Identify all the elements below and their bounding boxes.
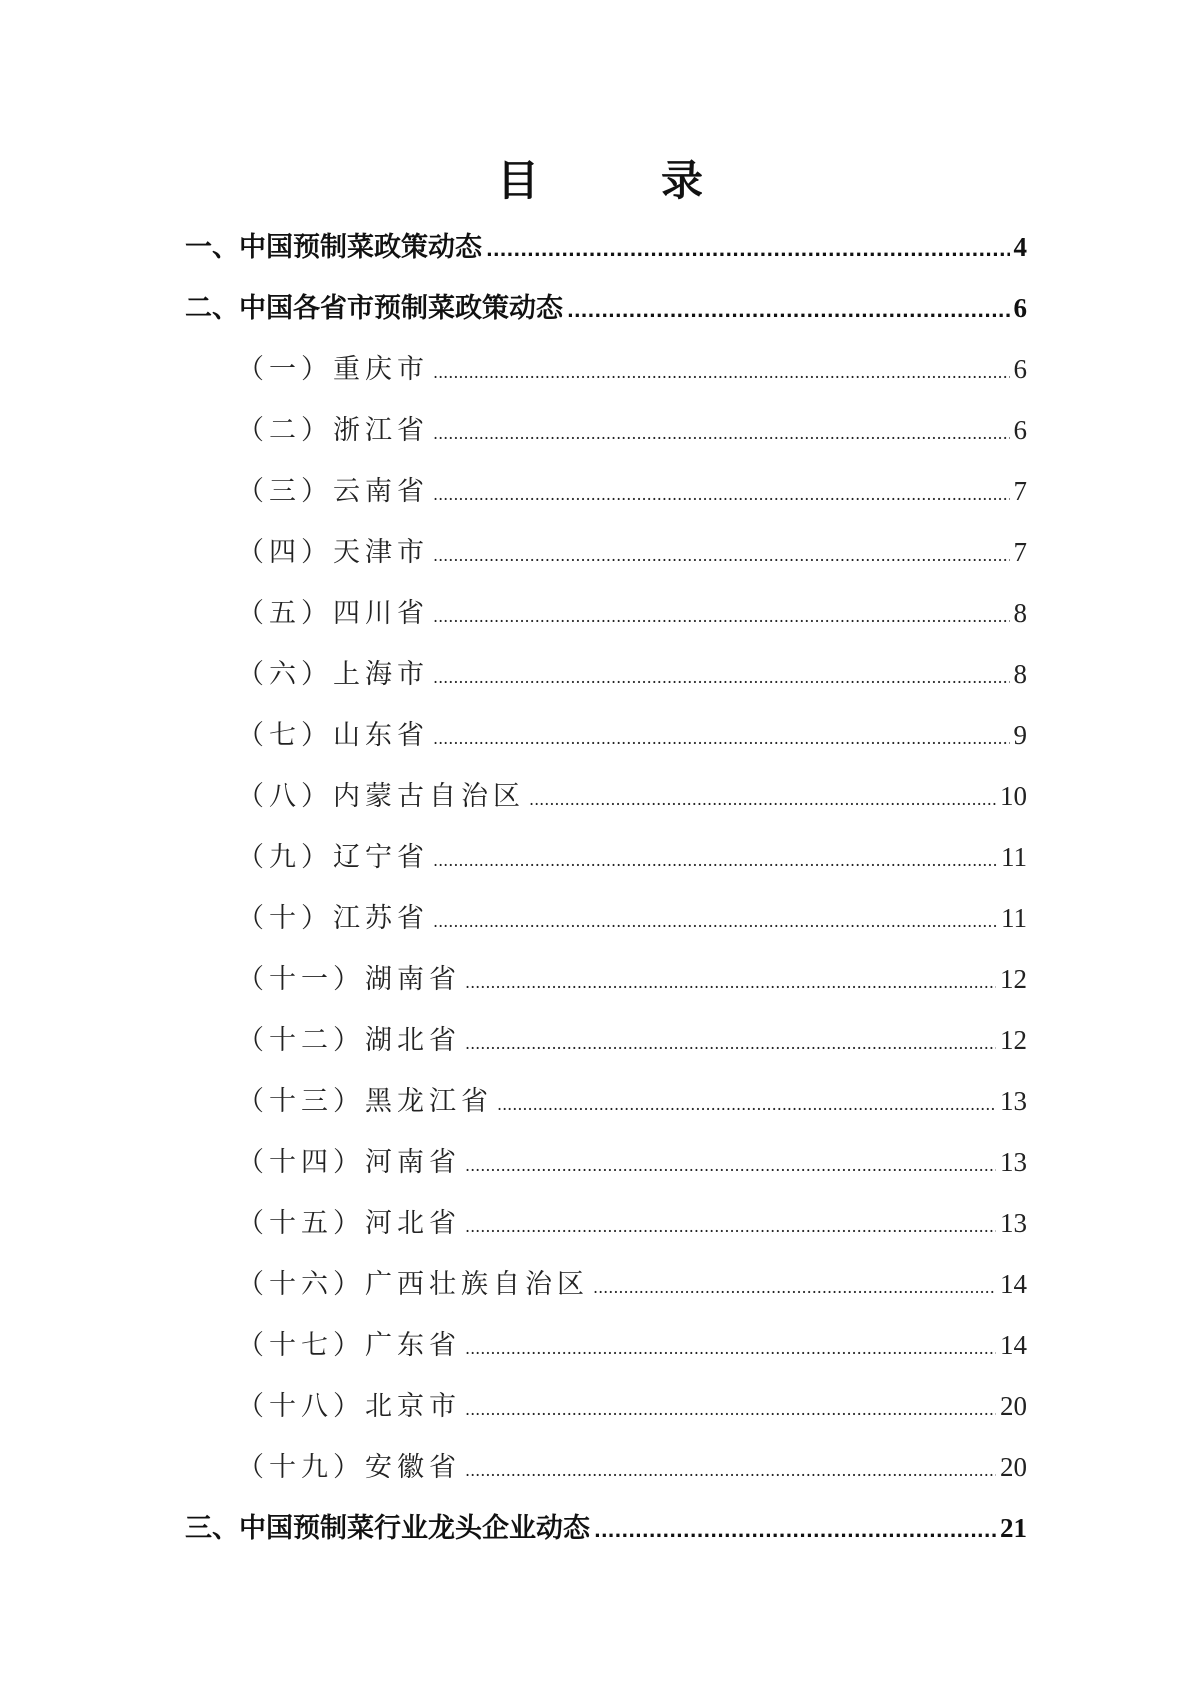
toc-page-number: 7 [1013, 476, 1027, 506]
dot-leader [433, 464, 1010, 525]
toc-page-number: 8 [1013, 659, 1027, 689]
toc-entry-label: （四）天津市 [237, 537, 429, 568]
dot-leader [465, 952, 996, 1013]
toc-subsection-entry[interactable] [185, 461, 1027, 522]
toc-subsection-entry[interactable] [185, 888, 1027, 949]
dot-leader [529, 769, 996, 830]
toc-entry-label: （二）浙江省 [237, 415, 429, 446]
toc-section-entry[interactable] [185, 278, 1027, 339]
dot-leader [433, 647, 1010, 708]
toc-page-number: 10 [1000, 781, 1027, 811]
dot-leader [433, 525, 1010, 586]
toc-entry-label: （十五）河北省 [237, 1208, 461, 1239]
toc-subsection-entry[interactable] [185, 949, 1027, 1010]
toc-subsection-entry[interactable] [185, 644, 1027, 705]
toc-entry-label: （八）内蒙古自治区 [237, 781, 525, 812]
dot-leader [465, 1013, 996, 1074]
toc-subsection-entry[interactable] [185, 522, 1027, 583]
toc-subsection-entry[interactable] [185, 705, 1027, 766]
toc-subsection-entry[interactable] [185, 1193, 1027, 1254]
dot-leader [465, 1318, 996, 1379]
toc-entry-label: （十八）北京市 [237, 1391, 461, 1422]
toc-entry-label: （十六）广西壮族自治区 [237, 1269, 589, 1300]
toc-subsection-entry[interactable] [185, 1376, 1027, 1437]
toc-page-number: 12 [1000, 1025, 1027, 1055]
toc-section-entry[interactable] [185, 217, 1027, 278]
dot-leader [497, 1074, 996, 1135]
toc-page-number: 14 [1000, 1269, 1027, 1299]
toc-page-number: 8 [1013, 598, 1027, 628]
toc-page-number: 12 [1000, 964, 1027, 994]
toc-subsection-entry[interactable] [185, 1132, 1027, 1193]
toc-entry-label: （十三）黑龙江省 [237, 1086, 493, 1117]
toc-entry-label: （五）四川省 [237, 598, 429, 629]
toc-entry-label: （十二）湖北省 [237, 1025, 461, 1056]
toc-page-number: 13 [1000, 1086, 1027, 1116]
dot-leader [433, 586, 1010, 647]
toc-entry-label: 二、中国各省市预制菜政策动态 [185, 293, 563, 324]
dot-leader [433, 403, 1010, 464]
toc-page-number: 21 [1000, 1513, 1027, 1543]
toc-subsection-entry[interactable] [185, 583, 1027, 644]
dot-leader [433, 891, 997, 952]
toc-page-number: 6 [1013, 354, 1027, 384]
toc-page-number: 11 [1001, 903, 1027, 933]
toc-subsection-entry[interactable] [185, 827, 1027, 888]
toc-page-number: 7 [1013, 537, 1027, 567]
dot-leader [465, 1379, 996, 1440]
toc-page-number: 20 [1000, 1452, 1027, 1482]
dot-leader [433, 708, 1010, 769]
toc-entry-label: （十四）河南省 [237, 1147, 461, 1178]
toc-subsection-entry[interactable] [185, 400, 1027, 461]
toc-entry-label: （十九）安徽省 [237, 1452, 461, 1483]
dot-leader [433, 342, 1010, 403]
dot-leader [594, 1501, 996, 1562]
toc-subsection-entry[interactable] [185, 339, 1027, 400]
toc-page-number: 20 [1000, 1391, 1027, 1421]
toc-entry-label: （十一）湖南省 [237, 964, 461, 995]
toc-entry-label: （十七）广东省 [237, 1330, 461, 1361]
toc-page-number: 6 [1013, 293, 1027, 323]
toc-entry-label: （九）辽宁省 [237, 842, 429, 873]
toc-page-number: 13 [1000, 1208, 1027, 1238]
toc-entry-label: （六）上海市 [237, 659, 429, 690]
toc-page-number: 14 [1000, 1330, 1027, 1360]
toc-subsection-entry[interactable] [185, 1315, 1027, 1376]
toc-subsection-entry[interactable] [185, 1071, 1027, 1132]
toc-subsection-entry[interactable] [185, 1437, 1027, 1498]
toc-title: 目 录 [496, 156, 743, 205]
toc-entry-label: 一、中国预制菜政策动态 [185, 232, 482, 263]
toc-page-number: 11 [1001, 842, 1027, 872]
table-of-contents [185, 217, 1027, 1559]
toc-subsection-entry[interactable] [185, 766, 1027, 827]
toc-section-entry[interactable] [185, 1498, 1027, 1559]
toc-subsection-entry[interactable] [185, 1010, 1027, 1071]
toc-page-number: 9 [1013, 720, 1027, 750]
toc-entry-label: （一）重庆市 [237, 354, 429, 385]
dot-leader [486, 220, 1010, 281]
toc-entry-label: （十）江苏省 [237, 903, 429, 934]
toc-entry-label: （三）云南省 [237, 476, 429, 507]
dot-leader [465, 1196, 996, 1257]
dot-leader [433, 830, 997, 891]
dot-leader [567, 281, 1010, 342]
toc-page-number: 4 [1013, 232, 1027, 262]
dot-leader [593, 1257, 996, 1318]
toc-page-number: 13 [1000, 1147, 1027, 1177]
toc-page-number: 6 [1013, 415, 1027, 445]
dot-leader [465, 1135, 996, 1196]
toc-entry-label: 三、中国预制菜行业龙头企业动态 [185, 1513, 590, 1544]
dot-leader [465, 1440, 996, 1501]
toc-subsection-entry[interactable] [185, 1254, 1027, 1315]
toc-entry-label: （七）山东省 [237, 720, 429, 751]
